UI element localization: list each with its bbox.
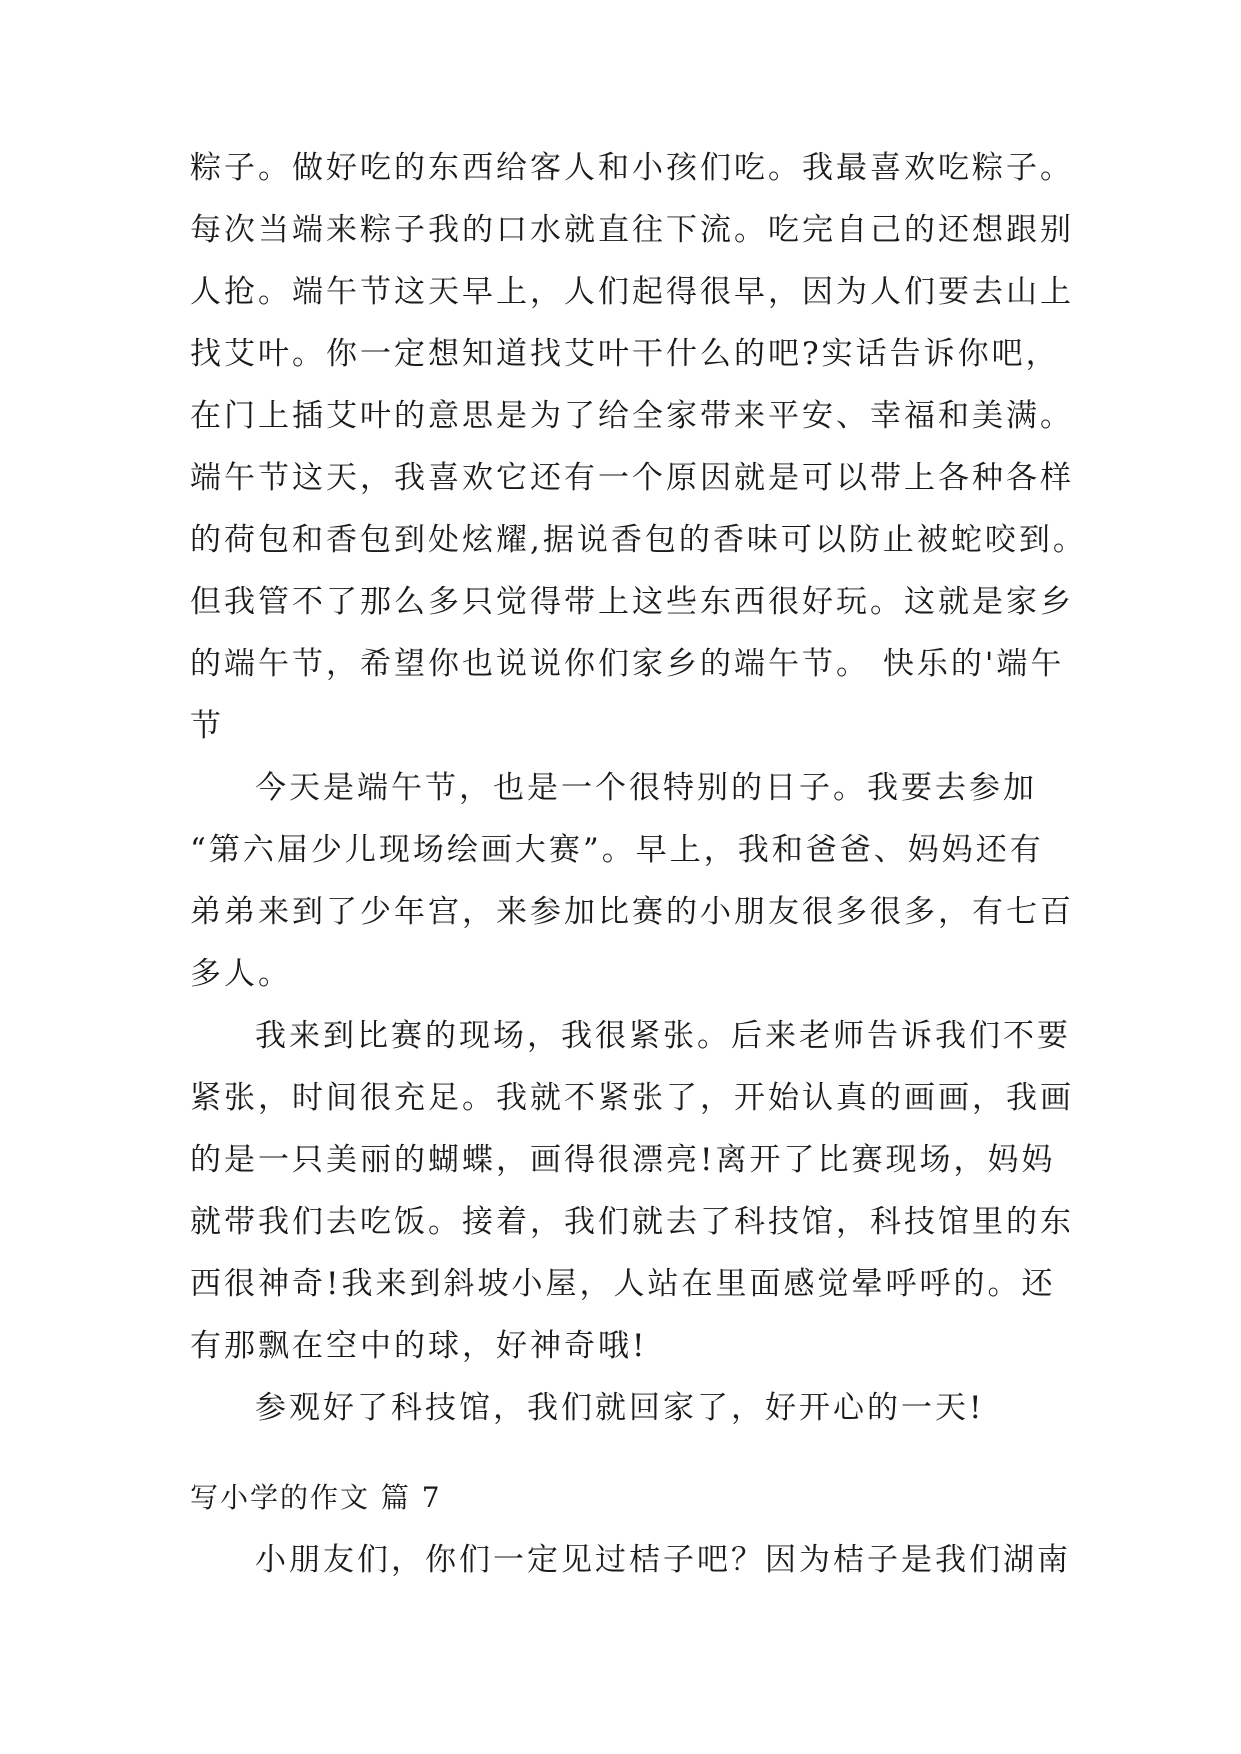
text-line: 有那飘在空中的球，好神奇哦! [190,1328,648,1364]
text-line: 节 [190,708,224,744]
text-line: 人抢。端午节这天早上，人们起得很早，因为人们要去山上 [190,274,1074,310]
text-line: 西很神奇!我来到斜坡小屋，人站在里面感觉晕呼呼的。还 [190,1266,1056,1302]
text-line: 在门上插艾叶的意思是为了给全家带来平安、幸福和美满。 [190,398,1074,434]
text-line: 的端午节，希望你也说说你们家乡的端午节。 快乐的'端午 [190,646,1065,682]
paragraph-start-line: 我来到比赛的现场，我很紧张。后来老师告诉我们不要 [255,1018,1071,1054]
paragraph-start-line: 小朋友们，你们一定见过桔子吧？因为桔子是我们湖南 [255,1542,1071,1578]
text-line: 多人。 [190,956,292,992]
paragraph-start-line: 今天是端午节，也是一个很特别的日子。我要去参加 [255,770,1037,806]
text-line: 找艾叶。你一定想知道找艾叶干什么的吧?实话告诉你吧， [190,336,1060,372]
text-line: 每次当端来粽子我的口水就直往下流。吃完自己的还想跟别 [190,212,1074,248]
text-line: 的是一只美丽的蝴蝶，画得很漂亮!离开了比赛现场，妈妈 [190,1142,1056,1178]
text-line: 端午节这天，我喜欢它还有一个原因就是可以带上各种各样 [190,460,1074,496]
text-line: 但我管不了那么多只觉得带上这些东西很好玩。这就是家乡 [190,584,1074,620]
text-line: 弟弟来到了少年宫，来参加比赛的小朋友很多很多，有七百 [190,894,1074,930]
text-line: 紧张，时间很充足。我就不紧张了，开始认真的画画，我画 [190,1080,1074,1116]
text-line: “第六届少儿现场绘画大赛”。早上，我和爸爸、妈妈还有 [190,832,1044,868]
text-line: 粽子。做好吃的东西给客人和小孩们吃。我最喜欢吃粽子。 [190,150,1074,186]
section-heading: 写小学的作文 篇 7 [190,1481,442,1514]
paragraph-start-line: 参观好了科技馆，我们就回家了，好开心的一天! [255,1390,985,1426]
text-line: 就带我们去吃饭。接着，我们就去了科技馆，科技馆里的东 [190,1204,1074,1240]
text-line: 的荷包和香包到处炫耀,据说香包的香味可以防止被蛇咬到。 [190,522,1087,558]
